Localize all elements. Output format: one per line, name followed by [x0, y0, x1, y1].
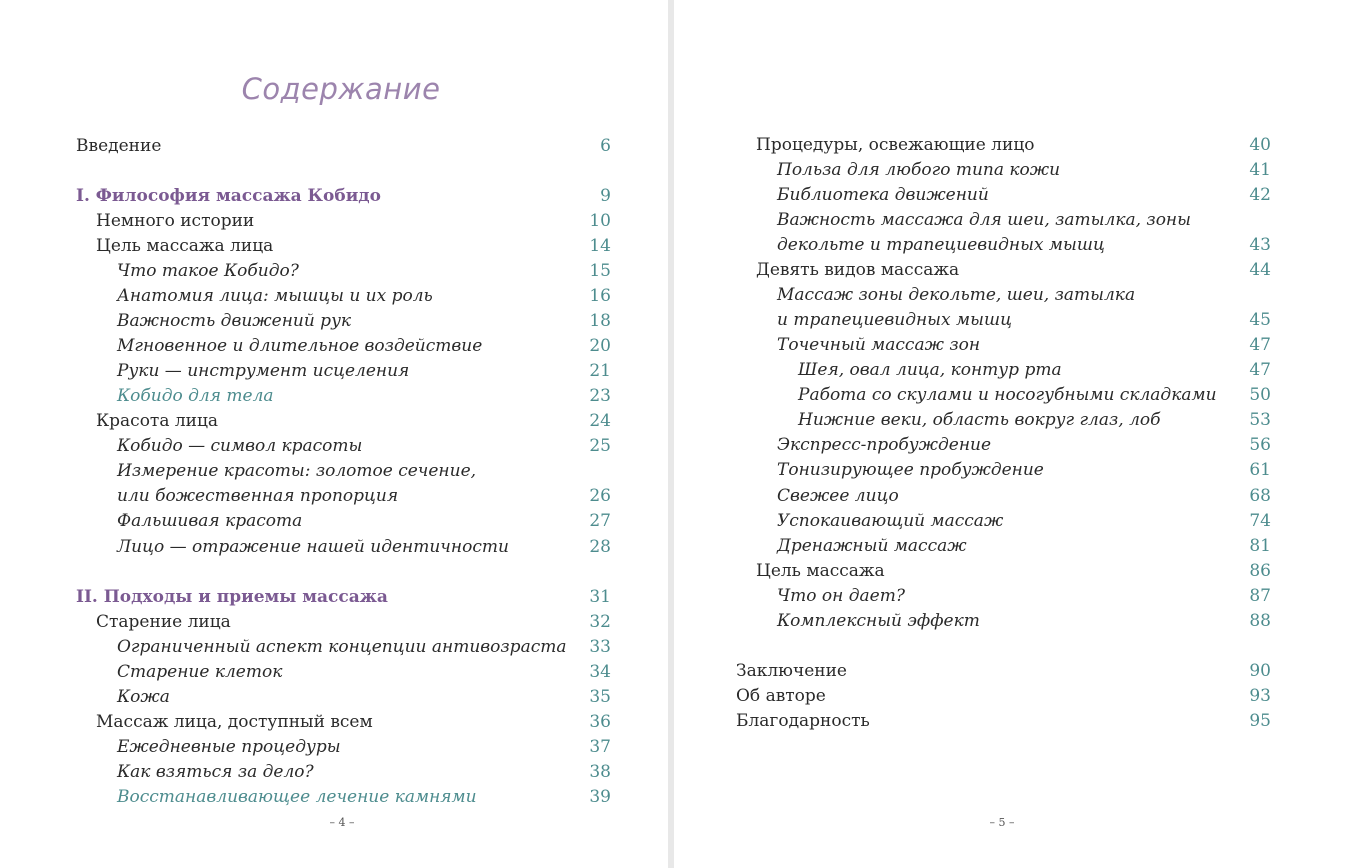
- toc-entry[interactable]: [736, 333, 1271, 358]
- toc-entry-page: 26: [589, 486, 611, 506]
- toc-entry-title: Девять видов массажа: [756, 260, 960, 280]
- toc-entry-title: Цель массажа: [756, 561, 885, 581]
- toc-entry-page: 44: [1249, 260, 1271, 280]
- toc-entry-title: Библиотека движений: [777, 185, 989, 205]
- toc-entry-page: 47: [1249, 335, 1271, 355]
- toc-section-title: II. Подходы и приемы массажа: [76, 587, 388, 607]
- toc-entry-page: 14: [589, 236, 611, 256]
- toc-entry-title: Немного истории: [96, 211, 255, 231]
- toc-entry-page: 43: [1249, 235, 1271, 255]
- toc-entry-page: 35: [589, 687, 611, 707]
- toc-entry[interactable]: [736, 433, 1271, 458]
- toc-entry-page: 68: [1249, 486, 1271, 506]
- toc-entry-page: 88: [1249, 611, 1271, 631]
- toc-entry-page: 81: [1249, 536, 1271, 556]
- toc-entry-page: 18: [589, 311, 611, 331]
- toc-entry-title: Что он дает?: [777, 586, 905, 606]
- toc-entry[interactable]: [76, 409, 611, 434]
- toc-entry-page: 45: [1249, 310, 1271, 330]
- toc-entry[interactable]: [76, 735, 611, 760]
- toc-entry-page: 34: [589, 662, 611, 682]
- toc-entry[interactable]: [736, 458, 1271, 483]
- toc-entry-title: Важность массажа для шеи, затылка, зоны: [777, 210, 1191, 230]
- toc-entry-title: Восстанавливающее лечение камнями: [117, 787, 477, 807]
- toc-entry-page: 6: [600, 136, 611, 156]
- toc-entry-page: 10: [589, 211, 611, 231]
- toc-entry-title: Как взяться за дело?: [117, 762, 314, 782]
- toc-entry[interactable]: [736, 308, 1271, 333]
- toc-entry[interactable]: [76, 710, 611, 735]
- toc-entry[interactable]: [76, 284, 611, 309]
- toc-entry[interactable]: [736, 609, 1271, 634]
- toc-entry-page: 33: [589, 637, 611, 657]
- toc-entry[interactable]: [736, 709, 1271, 734]
- toc-entry[interactable]: [736, 484, 1271, 509]
- page-number-right: – 5 –: [989, 816, 1015, 829]
- toc-entry-title: Кобидо для тела: [117, 386, 274, 406]
- toc-section-title: I. Философия массажа Кобидо: [76, 186, 381, 206]
- toc-entry-title: Польза для любого типа кожи: [777, 160, 1061, 180]
- toc-entry-title: декольте и трапециевидных мышц: [777, 235, 1105, 255]
- toc-entry-title: Ограниченный аспект концепции антивозраста: [117, 637, 567, 657]
- toc-entry-title: Работа со скулами и носогубными складками: [798, 385, 1217, 405]
- toc-entry-title: Процедуры, освежающие лицо: [756, 135, 1035, 155]
- toc-entry[interactable]: [76, 259, 611, 284]
- toc-entry-page: 95: [1249, 711, 1271, 731]
- toc-entry-title: Благодарность: [736, 711, 870, 731]
- toc-entry[interactable]: [736, 358, 1271, 383]
- toc-entry-title: Руки — инструмент исцеления: [117, 361, 410, 381]
- toc-entry-page: 87: [1249, 586, 1271, 606]
- toc-entry-highlighted[interactable]: [76, 785, 611, 810]
- toc-entry[interactable]: [76, 760, 611, 785]
- toc-entry-title: Важность движений рук: [117, 311, 352, 331]
- toc-entry-title: Старение лица: [96, 612, 231, 632]
- toc-entry-page: 15: [589, 261, 611, 281]
- toc-entry[interactable]: [76, 660, 611, 685]
- toc-entry-title: Шея, овал лица, контур рта: [798, 360, 1062, 380]
- toc-entry-page: 20: [589, 336, 611, 356]
- toc-entry-page: 36: [589, 712, 611, 732]
- toc-entry-title: Красота лица: [96, 411, 219, 431]
- toc-entry[interactable]: [736, 659, 1271, 684]
- toc-entry-title: Нижние веки, область вокруг глаз, лоб: [798, 410, 1161, 430]
- toc-section[interactable]: [76, 184, 611, 209]
- toc-entry-title: Заключение: [736, 661, 847, 681]
- toc-entry-page: 93: [1249, 686, 1271, 706]
- toc-entry-page: 37: [589, 737, 611, 757]
- toc-entry[interactable]: [76, 359, 611, 384]
- toc-entry[interactable]: [76, 685, 611, 710]
- toc-entry-highlighted[interactable]: [76, 384, 611, 409]
- toc-entry-title: Свежее лицо: [777, 486, 899, 506]
- toc-entry[interactable]: [76, 309, 611, 334]
- toc-entry[interactable]: [736, 233, 1271, 258]
- toc-entry[interactable]: [736, 283, 1271, 308]
- toc-entry-page: 9: [600, 186, 611, 206]
- toc-entry[interactable]: [76, 635, 611, 660]
- toc-entry-title: Комплексный эффект: [777, 611, 980, 631]
- page-number-left: – 4 –: [329, 816, 355, 829]
- toc-entry[interactable]: [736, 383, 1271, 408]
- toc-entry[interactable]: [76, 209, 611, 234]
- toc-entry[interactable]: [736, 584, 1271, 609]
- toc-entry[interactable]: [76, 484, 611, 509]
- toc-entry[interactable]: [76, 535, 611, 560]
- toc-entry-page: 56: [1249, 435, 1271, 455]
- toc-entry-title: и трапециевидных мышц: [777, 310, 1012, 330]
- toc-entry[interactable]: [736, 208, 1271, 233]
- toc-entry-title: Успокаивающий массаж: [777, 511, 1004, 531]
- toc-entry-title: Массаж лица, доступный всем: [96, 712, 373, 732]
- toc-entry-title: Кожа: [117, 687, 170, 707]
- toc-entry-title: или божественная пропорция: [117, 486, 399, 506]
- toc-entry-page: 16: [589, 286, 611, 306]
- toc-entry-title: Точечный массаж зон: [777, 335, 981, 355]
- toc-entry-page: 23: [589, 386, 611, 406]
- toc-entry[interactable]: [76, 610, 611, 635]
- toc-entry-page: 50: [1249, 385, 1271, 405]
- toc-entry-page: 74: [1249, 511, 1271, 531]
- toc-entry[interactable]: [736, 559, 1271, 584]
- toc-title: Содержание: [241, 72, 441, 106]
- toc-entry-page: 41: [1249, 160, 1271, 180]
- toc-entry-page: 28: [589, 537, 611, 557]
- toc-entry-title: Тонизирующее пробуждение: [777, 460, 1044, 480]
- toc-entry-title: Фальшивая красота: [117, 511, 303, 531]
- toc-entry[interactable]: [76, 509, 611, 534]
- toc-entry-page: 42: [1249, 185, 1271, 205]
- toc-entry-title: Дренажный массаж: [777, 536, 967, 556]
- toc-section[interactable]: [76, 585, 611, 610]
- toc-entry-title: Мгновенное и длительное воздействие: [117, 336, 483, 356]
- toc-entry-page: 53: [1249, 410, 1271, 430]
- toc-entry-title: Массаж зоны декольте, шеи, затылка: [777, 285, 1136, 305]
- toc-entry-title: Экспресс-пробуждение: [777, 435, 992, 455]
- toc-entry[interactable]: [736, 509, 1271, 534]
- toc-entry-page: 32: [589, 612, 611, 632]
- toc-entry-page: 24: [589, 411, 611, 431]
- toc-entry[interactable]: [76, 134, 611, 159]
- toc-entry-page: 31: [589, 587, 611, 607]
- toc-entry-title: Что такое Кобидо?: [117, 261, 299, 281]
- toc-entry-title: Ежедневные процедуры: [117, 737, 341, 757]
- toc-entry-title: Кобидо — символ красоты: [117, 436, 363, 456]
- toc-entry-page: 21: [589, 361, 611, 381]
- toc-entry-page: 27: [589, 511, 611, 531]
- toc-entry-page: 47: [1249, 360, 1271, 380]
- toc-entry-page: 25: [589, 436, 611, 456]
- toc-entry[interactable]: [736, 258, 1271, 283]
- toc-entry[interactable]: [76, 434, 611, 459]
- toc-entry-page: 90: [1249, 661, 1271, 681]
- toc-entry[interactable]: [76, 334, 611, 359]
- toc-entry-page: 39: [589, 787, 611, 807]
- toc-entry[interactable]: [736, 534, 1271, 559]
- toc-entry-title: Цель массажа лица: [96, 236, 274, 256]
- toc-entry[interactable]: [736, 684, 1271, 709]
- toc-entry[interactable]: [736, 133, 1271, 158]
- toc-entry-title: Измерение красоты: золотое сечение,: [117, 461, 477, 481]
- toc-entry-page: 61: [1249, 460, 1271, 480]
- toc-entry-title: Лицо — отражение нашей идентичности: [117, 537, 509, 557]
- toc-entry-page: 86: [1249, 561, 1271, 581]
- toc-entry[interactable]: [76, 234, 611, 259]
- toc-entry[interactable]: [76, 459, 611, 484]
- toc-entry-title: Старение клеток: [117, 662, 283, 682]
- toc-right: [736, 0, 1271, 868]
- toc-entry[interactable]: [736, 158, 1271, 183]
- toc-entry-page: 40: [1249, 135, 1271, 155]
- toc-entry[interactable]: [736, 183, 1271, 208]
- toc-entry-title: Введение: [76, 136, 162, 156]
- toc-entry[interactable]: [736, 408, 1271, 433]
- toc-entry-title: Анатомия лица: мышцы и их роль: [117, 286, 433, 306]
- toc-entry-page: 38: [589, 762, 611, 782]
- toc-entry-title: Об авторе: [736, 686, 826, 706]
- toc-left: [76, 0, 611, 868]
